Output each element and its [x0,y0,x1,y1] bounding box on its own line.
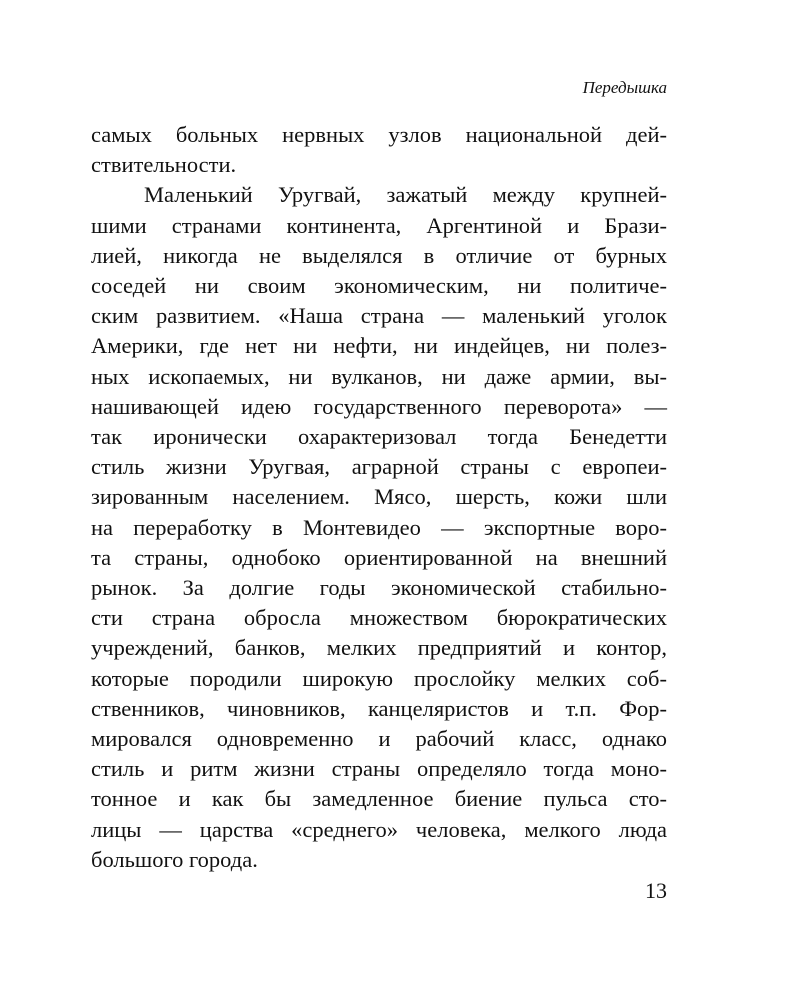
text-line: мировался одновременно и рабочий класс, однако [91,726,667,752]
running-head: Передышка [582,78,667,97]
text-line: Маленький Уругвай, зажатый между крупней- [144,182,667,208]
paragraph [91,180,667,875]
text-line: Америки, где нет ни нефти, ни индейцев, ни полез- [91,333,667,359]
text-line: соседей ни своим экономическим, ни политиче- [91,273,667,299]
text-line: тонное и как бы замедленное биение пульса сто- [91,786,667,812]
body-text [91,120,667,875]
text-line: нашивающей идею государственного переворота» — [91,393,667,419]
text-line: лией, никогда не выделялся в отличие от бурных [91,242,667,268]
text-line: стиль и ритм жизни страны определяло тогда моно- [91,756,667,782]
text-line: ных ископаемых, ни вулканов, ни даже армии, вы- [91,363,667,389]
text-line: ским развитием. «Наша страна — маленький уголок [91,303,667,329]
page-number: 13 [645,878,667,903]
text-line: ствительности. [91,152,237,178]
text-line: лицы — царства «среднего» человека, мелкого люда [91,816,667,842]
text-line: большого города. [91,846,258,872]
text-line: ственников, чиновников, канцеляристов и т.п. Фор- [91,695,667,721]
text-line: которые породили широкую прослойку мелких соб- [91,665,667,691]
text-line: зированным населением. Мясо, шерсть, кожи шли [91,484,667,510]
text-line: сти страна обросла множеством бюрократических [91,605,667,631]
text-line: учреждений, банков, мелких предприятий и контор, [91,635,667,661]
text-line: стиль жизни Уругвая, аграрной страны с европеи- [91,454,667,480]
text-line: на переработку в Монтевидео — экспортные воро- [91,514,667,540]
text-line: шими странами континента, Аргентиной и Брази- [91,212,667,238]
text-line: рынок. За долгие годы экономической стабильно- [91,575,667,601]
paragraph [91,120,667,180]
text-line: самых больных нервных узлов национальной дей- [91,122,667,147]
text-line: та страны, однобоко ориентированной на внешний [91,544,667,570]
text-line: так иронически охарактеризовал тогда Бенедетти [91,424,667,450]
